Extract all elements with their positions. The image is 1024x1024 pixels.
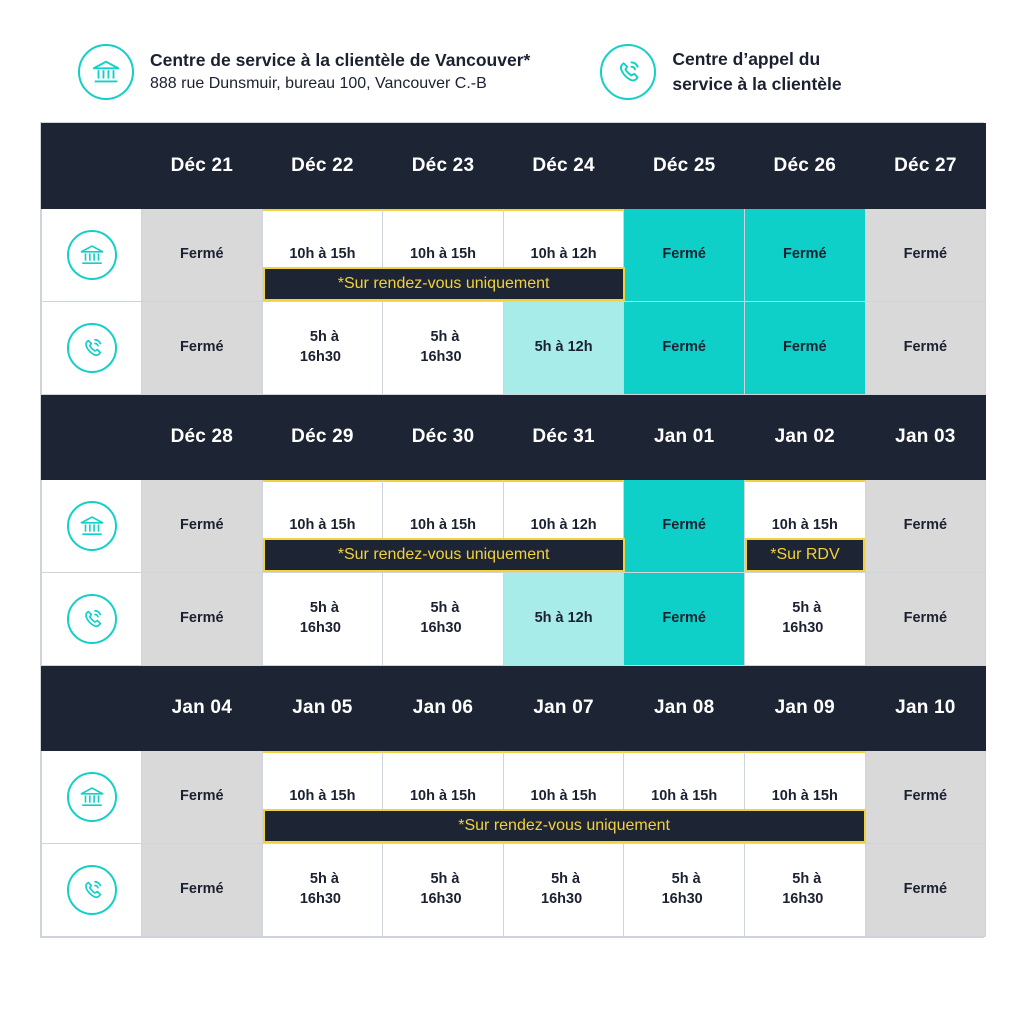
legend-branch-title: Centre de service à la clientèle de Vancouver* [150, 50, 531, 71]
call-hours-text: Fermé [180, 610, 224, 627]
call-hours-text: 5h à 16h30 [299, 871, 341, 907]
day-header: Déc 25 [624, 124, 745, 209]
row-icon-call [42, 302, 142, 395]
legend-call-title-2: service à la clientèle [672, 74, 842, 94]
bank-building-icon [78, 44, 134, 100]
bank-building-icon [67, 230, 117, 280]
branch-cell [142, 480, 263, 573]
legend-branch-text [150, 48, 530, 96]
appointment-banner: *Sur rendez-vous uniquement [263, 538, 625, 572]
call-cell [142, 573, 263, 666]
row-icon-call [42, 573, 142, 666]
bank-building-icon [67, 772, 117, 822]
branch-hours-text: Fermé [662, 517, 706, 534]
call-cell [503, 573, 624, 666]
call-hours-text: 5h à 12h [534, 610, 593, 627]
call-cell [744, 844, 865, 937]
branch-cell [744, 209, 865, 302]
row-icon-branch [42, 209, 142, 302]
branch-cell [865, 209, 986, 302]
phone-ring-icon [67, 865, 117, 915]
branch-hours-text: 10h à 15h [409, 517, 477, 534]
day-header: Déc 28 [142, 395, 263, 480]
branch-cell [262, 209, 550, 302]
branch-hours-text: Fermé [903, 517, 948, 534]
branch-hours-text: 10h à 15h [289, 246, 356, 263]
call-hours-text: 5h à 16h30 [661, 871, 703, 907]
day-header: Jan 02 [744, 395, 865, 480]
legend-item-call-centre [600, 44, 841, 100]
call-cell [503, 302, 624, 395]
call-hours-text: 5h à 16h30 [420, 600, 462, 636]
week-header-row [42, 666, 986, 751]
call-hours-row [42, 573, 986, 666]
call-hours-text: 5h à 16h30 [299, 600, 341, 636]
branch-cell [865, 751, 986, 844]
branch-hours-text: Fermé [903, 788, 948, 805]
call-cell [503, 844, 624, 937]
call-cell [262, 844, 383, 937]
branch-hours-text: 10h à 12h [530, 246, 597, 263]
day-header: Jan 03 [865, 395, 986, 480]
phone-ring-icon [67, 594, 117, 644]
bank-building-icon [67, 501, 117, 551]
branch-hours-row [42, 751, 986, 844]
legend-item-branch [78, 44, 530, 100]
branch-cell [142, 751, 263, 844]
call-hours-text: Fermé [662, 610, 706, 627]
week-header-row [42, 395, 986, 480]
branch-cell [262, 751, 670, 844]
day-header: Jan 05 [262, 666, 383, 751]
call-hours-text: Fermé [180, 881, 224, 898]
call-cell [383, 302, 504, 395]
call-cell [744, 573, 865, 666]
header-corner [42, 395, 142, 480]
row-icon-branch [42, 480, 142, 573]
day-header: Jan 08 [624, 666, 745, 751]
branch-cell [624, 480, 745, 573]
branch-cell [142, 209, 263, 302]
branch-hours-text: 10h à 15h [289, 788, 356, 805]
branch-hours-text: 10h à 15h [771, 788, 838, 805]
branch-hours-text: 10h à 15h [289, 517, 356, 534]
call-hours-text: 5h à 16h30 [420, 329, 462, 365]
call-cell [624, 844, 745, 937]
branch-hours-text: 10h à 15h [771, 517, 838, 534]
call-hours-text: Fermé [903, 339, 948, 356]
legend-branch-address: 888 rue Dunsmuir, bureau 100, Vancouver C.-B [150, 75, 487, 93]
call-hours-row [42, 302, 986, 395]
branch-hours-text: Fermé [180, 517, 224, 534]
branch-hours-text: Fermé [180, 788, 224, 805]
day-header: Déc 26 [744, 124, 865, 209]
branch-cell [744, 480, 865, 573]
phone-ring-icon [600, 44, 656, 100]
call-cell [744, 302, 865, 395]
week-header-row [42, 124, 986, 209]
legend-call-text [672, 47, 841, 97]
appointment-banner: *Sur rendez-vous uniquement [263, 809, 866, 843]
call-hours-text: 5h à 16h30 [782, 600, 824, 636]
day-header: Déc 23 [383, 124, 504, 209]
branch-cell [624, 209, 745, 302]
call-hours-row [42, 844, 986, 937]
call-cell [624, 302, 745, 395]
branch-cell [262, 480, 550, 573]
branch-hours-text: 10h à 15h [409, 246, 477, 263]
day-header: Déc 27 [865, 124, 986, 209]
branch-hours-text: 10h à 15h [530, 788, 597, 805]
call-hours-text: Fermé [783, 339, 827, 356]
branch-hours-text: Fermé [783, 246, 827, 263]
branch-hours-row [42, 209, 986, 302]
header-corner [42, 666, 142, 751]
day-header: Déc 29 [262, 395, 383, 480]
day-header: Déc 22 [262, 124, 383, 209]
call-hours-text: 5h à 12h [534, 339, 593, 356]
day-header: Jan 04 [142, 666, 263, 751]
call-hours-text: Fermé [903, 610, 948, 627]
day-header: Jan 09 [744, 666, 865, 751]
row-icon-branch [42, 751, 142, 844]
call-cell [383, 573, 504, 666]
appointment-banner: *Sur rendez-vous uniquement [263, 267, 625, 301]
day-header: Jan 10 [865, 666, 986, 751]
call-cell [865, 844, 986, 937]
branch-hours-text: 10h à 12h [530, 517, 597, 534]
branch-hours-text: Fermé [180, 246, 224, 263]
row-icon-call [42, 844, 142, 937]
call-cell [262, 302, 383, 395]
day-header: Jan 01 [624, 395, 745, 480]
call-cell [383, 844, 504, 937]
call-cell [624, 573, 745, 666]
call-hours-text: 5h à 16h30 [541, 871, 583, 907]
call-cell [262, 573, 383, 666]
branch-hours-text: Fermé [662, 246, 706, 263]
call-hours-text: Fermé [903, 881, 948, 898]
call-cell [142, 302, 263, 395]
header-corner [42, 124, 142, 209]
branch-hours-text: 10h à 15h [409, 788, 477, 805]
appointment-banner-short: *Sur RDV [745, 538, 865, 572]
call-hours-text: 5h à 16h30 [299, 329, 341, 365]
day-header: Déc 21 [142, 124, 263, 209]
phone-ring-icon [67, 323, 117, 373]
branch-cell [865, 480, 986, 573]
call-cell [865, 302, 986, 395]
branch-hours-text: Fermé [903, 246, 948, 263]
legend-call-title-1: Centre d’appel du [672, 49, 821, 70]
call-cell [142, 844, 263, 937]
holiday-hours-table [40, 122, 984, 938]
branch-hours-text: 10h à 15h [651, 788, 718, 805]
call-hours-text: 5h à 16h30 [420, 871, 462, 907]
call-hours-text: 5h à 16h30 [782, 871, 824, 907]
branch-hours-row [42, 480, 986, 573]
call-hours-text: Fermé [662, 339, 706, 356]
day-header: Déc 30 [383, 395, 504, 480]
call-hours-text: Fermé [180, 339, 224, 356]
call-cell [865, 573, 986, 666]
day-header: Jan 06 [383, 666, 504, 751]
legend [0, 0, 1024, 100]
day-header: Déc 24 [503, 124, 624, 209]
day-header: Jan 07 [503, 666, 624, 751]
day-header: Déc 31 [503, 395, 624, 480]
